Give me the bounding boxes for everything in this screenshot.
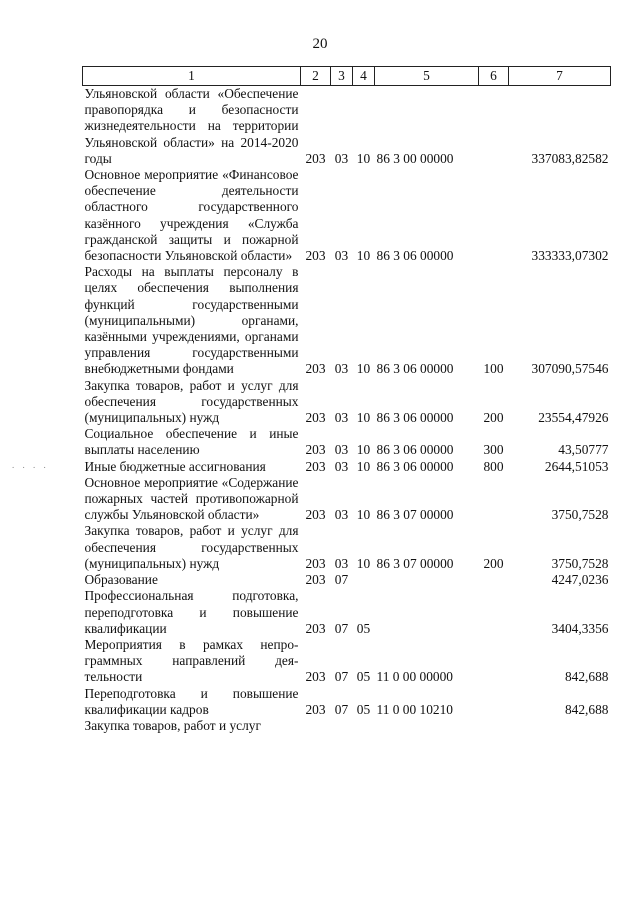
row-name: Основное мероприятие «Финансовое обеспечение деятельности областного государственного казённого учреждения «Служба гражданской защиты и пожарной безопасности Ульяновской области»	[84, 167, 299, 264]
row-subsection-code: 05	[356, 669, 371, 685]
row-admin-code: 203	[305, 458, 326, 474]
scan-mark: . . . .	[12, 460, 49, 470]
row-subsection-code: 10	[356, 150, 371, 166]
row-subsection-code: 10	[356, 248, 371, 264]
row-name: Иные бюджетные ассигнования	[84, 458, 266, 474]
row-admin-code: 203	[305, 410, 326, 426]
row-expense-type	[479, 686, 509, 718]
row-section-code: 07	[334, 669, 349, 685]
row-name: Профессиональная подготовка, переподготовка и повышение квалификации	[84, 588, 299, 636]
table-row	[83, 378, 611, 427]
row-amount: 333333,07302	[531, 248, 609, 264]
row-name: Переподготовка и повышение квалификации кадров	[84, 685, 299, 717]
row-target-code	[375, 718, 479, 734]
row-section-code: 03	[334, 442, 349, 458]
row-subsection-code	[353, 572, 375, 588]
header-col-1: 1	[83, 67, 301, 86]
table-row	[83, 572, 611, 588]
row-amount: 307090,57546	[531, 361, 609, 377]
table-row	[83, 167, 611, 264]
row-admin-code	[301, 718, 331, 734]
row-subsection-code: 10	[356, 458, 371, 474]
row-target-code: 86 3 06 00000	[376, 442, 454, 458]
row-name: Закупка товаров, работ и услуг для обеспечения государственных (муниципальных) нужд	[84, 377, 299, 426]
row-section-code: 03	[334, 555, 349, 571]
row-admin-code: 203	[305, 507, 326, 523]
budget-table	[82, 66, 611, 734]
header-col-3: 3	[331, 67, 353, 86]
table-row	[83, 86, 611, 168]
row-section-code: 03	[334, 248, 349, 264]
row-target-code: 86 3 06 00000	[376, 458, 454, 474]
row-target-code: 86 3 06 00000	[376, 361, 454, 377]
row-admin-code: 203	[305, 150, 326, 166]
row-name: Основное мероприятие «Содержание пожарных частей противопожарной службы Ульяновской области»	[84, 474, 299, 523]
row-target-code	[375, 588, 479, 637]
table-row	[83, 686, 611, 718]
row-expense-type	[479, 475, 509, 524]
row-expense-type	[479, 588, 509, 637]
header-col-5: 5	[375, 67, 479, 86]
row-expense-type	[479, 637, 509, 686]
header-col-6: 6	[479, 67, 509, 86]
table-row	[83, 718, 611, 734]
table-row	[83, 475, 611, 524]
row-expense-type: 200	[483, 555, 504, 571]
row-section-code	[331, 718, 353, 734]
row-admin-code: 203	[305, 361, 326, 377]
table-row	[83, 588, 611, 637]
row-amount: 337083,82582	[531, 150, 609, 166]
table-row	[83, 459, 611, 475]
row-expense-type	[479, 572, 509, 588]
header-col-7: 7	[509, 67, 611, 86]
row-target-code: 86 3 06 00000	[376, 248, 454, 264]
row-amount: 3750,7528	[551, 555, 609, 571]
row-admin-code: 203	[305, 620, 326, 636]
row-subsection-code: 10	[356, 507, 371, 523]
row-admin-code: 203	[305, 572, 326, 588]
row-section-code: 07	[334, 620, 349, 636]
row-section-code: 03	[334, 507, 349, 523]
row-subsection-code: 10	[356, 555, 371, 571]
row-amount: 23554,47926	[538, 410, 609, 426]
table-header	[83, 67, 611, 86]
row-admin-code: 203	[305, 701, 326, 717]
row-amount: 43,50777	[558, 442, 609, 458]
table-row	[83, 637, 611, 686]
header-col-2: 2	[301, 67, 331, 86]
row-name: Ульяновской области «Обеспечение правопорядка и безопасности жизнедеятельности на территории Ульяновской области» на 2014-2020 годы	[84, 86, 299, 166]
row-amount: 3404,3356	[551, 620, 609, 636]
row-target-code: 86 3 00 00000	[376, 150, 454, 166]
row-target-code: 86 3 07 00000	[376, 555, 454, 571]
row-admin-code: 203	[305, 555, 326, 571]
row-section-code: 03	[334, 361, 349, 377]
header-col-4: 4	[353, 67, 375, 86]
row-name: Закупка товаров, работ и услуг	[84, 717, 261, 733]
row-amount: 842,688	[564, 701, 609, 717]
row-name: Социальное обеспечение и иные выплаты населению	[84, 426, 299, 458]
row-expense-type: 200	[483, 410, 504, 426]
row-subsection-code: 05	[356, 701, 371, 717]
row-amount: 4247,0236	[551, 572, 609, 588]
row-admin-code: 203	[305, 248, 326, 264]
row-subsection-code: 10	[356, 410, 371, 426]
row-admin-code: 203	[305, 669, 326, 685]
table-body	[83, 86, 611, 735]
table-row	[83, 426, 611, 458]
row-section-code: 03	[334, 458, 349, 474]
row-section-code: 07	[334, 701, 349, 717]
row-target-code: 11 0 00 00000	[376, 669, 453, 685]
row-subsection-code: 10	[356, 442, 371, 458]
row-expense-type: 100	[483, 361, 504, 377]
row-admin-code: 203	[305, 442, 326, 458]
row-subsection-code	[353, 718, 375, 734]
row-name: Расходы на выплаты персоналу в целях обеспечения выполнения функций государственными (муниципальными) органами, казёнными учреждениями, органами управления государственными внебюджетными фондами	[84, 264, 299, 377]
row-subsection-code: 10	[356, 361, 371, 377]
row-amount: 3750,7528	[551, 507, 609, 523]
row-section-code: 03	[334, 410, 349, 426]
page-number: 20	[312, 36, 328, 52]
row-section-code: 07	[334, 572, 349, 588]
row-expense-type: 800	[483, 458, 504, 474]
row-target-code: 11 0 00 10210	[376, 701, 453, 717]
row-amount: 842,688	[564, 669, 609, 685]
row-expense-type: 300	[483, 442, 504, 458]
row-name: Мероприятия в рамках непрограммных направлений деятельности	[84, 636, 299, 685]
table-row	[83, 264, 611, 377]
row-target-code	[375, 572, 479, 588]
table-row	[83, 523, 611, 572]
row-name: Закупка товаров, работ и услуг для обеспечения государственных (муниципальных) нужд	[84, 523, 299, 571]
row-amount: 2644,51053	[544, 458, 609, 474]
row-expense-type	[479, 718, 509, 734]
row-amount	[509, 718, 611, 734]
row-target-code: 86 3 07 00000	[376, 507, 454, 523]
row-name: Образование	[84, 572, 158, 588]
row-target-code: 86 3 06 00000	[376, 410, 454, 426]
row-expense-type	[479, 167, 509, 264]
row-expense-type	[479, 86, 509, 168]
header-row	[83, 67, 611, 86]
row-section-code: 03	[334, 150, 349, 166]
row-subsection-code: 05	[356, 620, 371, 636]
